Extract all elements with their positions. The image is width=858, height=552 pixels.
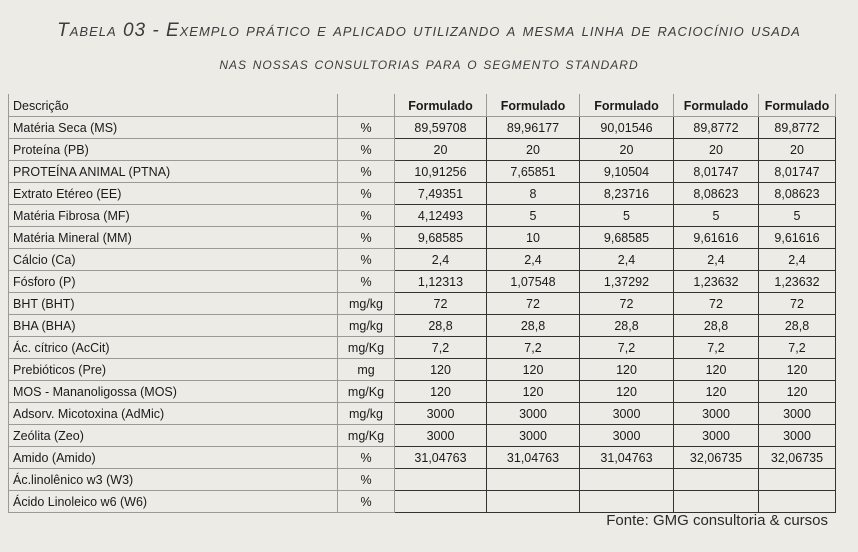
table-row — [9, 117, 836, 139]
value-cell: 20 — [487, 139, 580, 161]
value-cell: 90,01546 — [580, 117, 674, 139]
row-label: Prebióticos (Pre) — [9, 359, 338, 381]
row-label: BHT (BHT) — [9, 293, 338, 315]
value-cell: 20 — [674, 139, 759, 161]
value-cell: 9,68585 — [395, 227, 487, 249]
value-cell — [580, 491, 674, 513]
source-note: Fonte: GMG consultoria & cursos — [606, 512, 828, 529]
value-cell — [674, 491, 759, 513]
value-cell: 28,8 — [487, 315, 580, 337]
row-unit: % — [338, 447, 395, 469]
table-body — [9, 117, 836, 513]
row-label: Matéria Mineral (MM) — [9, 227, 338, 249]
value-cell: 2,4 — [487, 249, 580, 271]
value-cell: 28,8 — [395, 315, 487, 337]
value-cell: 1,23632 — [759, 271, 836, 293]
table-row — [9, 249, 836, 271]
table-row — [9, 161, 836, 183]
value-cell: 7,2 — [759, 337, 836, 359]
value-cell: 120 — [674, 381, 759, 403]
row-label: Matéria Seca (MS) — [9, 117, 338, 139]
value-cell: 8,08623 — [759, 183, 836, 205]
value-cell: 9,61616 — [759, 227, 836, 249]
row-label: Cálcio (Ca) — [9, 249, 338, 271]
row-label: BHA (BHA) — [9, 315, 338, 337]
value-cell: 2,4 — [395, 249, 487, 271]
value-cell — [759, 469, 836, 491]
value-cell: 3000 — [395, 425, 487, 447]
row-label: Adsorv. Micotoxina (AdMic) — [9, 403, 338, 425]
value-cell: 89,8772 — [674, 117, 759, 139]
header-formulado-5: Formulado — [759, 95, 836, 117]
value-cell: 2,4 — [674, 249, 759, 271]
table-row — [9, 183, 836, 205]
row-label: Ácido Linoleico w6 (W6) — [9, 491, 338, 513]
value-cell: 89,96177 — [487, 117, 580, 139]
value-cell: 72 — [395, 293, 487, 315]
table-row — [9, 315, 836, 337]
row-unit: % — [338, 271, 395, 293]
row-unit: % — [338, 227, 395, 249]
value-cell: 28,8 — [674, 315, 759, 337]
value-cell: 120 — [759, 359, 836, 381]
value-cell: 3000 — [759, 425, 836, 447]
row-unit: % — [338, 205, 395, 227]
row-unit: mg/Kg — [338, 425, 395, 447]
row-label: Matéria Fibrosa (MF) — [9, 205, 338, 227]
value-cell: 8,01747 — [674, 161, 759, 183]
table-row — [9, 403, 836, 425]
value-cell: 8 — [487, 183, 580, 205]
table-title-line-1: Tabela 03 - Exemplo prático e aplicado utilizando a mesma linha de raciocínio usada — [57, 20, 801, 41]
value-cell: 1,07548 — [487, 271, 580, 293]
row-unit: mg/kg — [338, 315, 395, 337]
row-unit: mg — [338, 359, 395, 381]
value-cell: 5 — [759, 205, 836, 227]
table-row — [9, 139, 836, 161]
value-cell: 8,23716 — [580, 183, 674, 205]
header-formulado-3: Formulado — [580, 95, 674, 117]
value-cell: 20 — [395, 139, 487, 161]
table-header-row — [9, 95, 836, 117]
table-row — [9, 293, 836, 315]
row-unit: % — [338, 117, 395, 139]
value-cell: 120 — [674, 359, 759, 381]
row-unit: mg/Kg — [338, 337, 395, 359]
value-cell: 120 — [580, 359, 674, 381]
row-unit: % — [338, 491, 395, 513]
table-row — [9, 425, 836, 447]
value-cell: 3000 — [759, 403, 836, 425]
table-row — [9, 337, 836, 359]
value-cell: 7,2 — [395, 337, 487, 359]
nutrition-table — [8, 94, 836, 513]
row-label: Proteína (PB) — [9, 139, 338, 161]
header-formulado-2: Formulado — [487, 95, 580, 117]
value-cell: 7,2 — [580, 337, 674, 359]
value-cell: 120 — [487, 381, 580, 403]
row-unit: mg/Kg — [338, 381, 395, 403]
value-cell: 31,04763 — [395, 447, 487, 469]
row-label: PROTEÍNA ANIMAL (PTNA) — [9, 161, 338, 183]
header-unit — [338, 95, 395, 117]
value-cell: 3000 — [580, 425, 674, 447]
value-cell: 1,12313 — [395, 271, 487, 293]
row-label: Zeólita (Zeo) — [9, 425, 338, 447]
row-label: Extrato Etéreo (EE) — [9, 183, 338, 205]
table-row — [9, 469, 836, 491]
value-cell: 7,65851 — [487, 161, 580, 183]
row-unit: % — [338, 469, 395, 491]
row-unit: % — [338, 183, 395, 205]
value-cell: 72 — [580, 293, 674, 315]
value-cell — [487, 491, 580, 513]
value-cell: 120 — [487, 359, 580, 381]
value-cell: 3000 — [487, 403, 580, 425]
value-cell: 32,06735 — [674, 447, 759, 469]
row-unit: % — [338, 161, 395, 183]
value-cell: 20 — [759, 139, 836, 161]
value-cell — [759, 491, 836, 513]
row-label: Ác. cítrico (AcCit) — [9, 337, 338, 359]
value-cell: 4,12493 — [395, 205, 487, 227]
value-cell: 120 — [580, 381, 674, 403]
value-cell: 72 — [487, 293, 580, 315]
row-label: Fósforo (P) — [9, 271, 338, 293]
value-cell: 120 — [395, 359, 487, 381]
value-cell — [395, 469, 487, 491]
value-cell: 89,8772 — [759, 117, 836, 139]
table-row — [9, 205, 836, 227]
value-cell: 10 — [487, 227, 580, 249]
table-row — [9, 491, 836, 513]
table-row — [9, 359, 836, 381]
value-cell: 1,37292 — [580, 271, 674, 293]
value-cell: 20 — [580, 139, 674, 161]
value-cell: 5 — [487, 205, 580, 227]
row-unit: % — [338, 139, 395, 161]
row-unit: mg/kg — [338, 293, 395, 315]
value-cell: 1,23632 — [674, 271, 759, 293]
value-cell: 2,4 — [580, 249, 674, 271]
value-cell — [580, 469, 674, 491]
value-cell: 120 — [395, 381, 487, 403]
table-row — [9, 381, 836, 403]
value-cell: 31,04763 — [487, 447, 580, 469]
table-row — [9, 447, 836, 469]
value-cell: 8,08623 — [674, 183, 759, 205]
value-cell: 2,4 — [759, 249, 836, 271]
value-cell — [674, 469, 759, 491]
value-cell: 9,61616 — [674, 227, 759, 249]
value-cell: 3000 — [674, 403, 759, 425]
header-description: Descrição — [9, 95, 338, 117]
value-cell: 31,04763 — [580, 447, 674, 469]
value-cell: 7,49351 — [395, 183, 487, 205]
table-row — [9, 227, 836, 249]
value-cell: 10,91256 — [395, 161, 487, 183]
header-formulado-1: Formulado — [395, 95, 487, 117]
value-cell — [487, 469, 580, 491]
value-cell: 9,10504 — [580, 161, 674, 183]
table-row — [9, 271, 836, 293]
value-cell: 8,01747 — [759, 161, 836, 183]
row-label: MOS - Mananoligossa (MOS) — [9, 381, 338, 403]
value-cell: 32,06735 — [759, 447, 836, 469]
row-unit: mg/kg — [338, 403, 395, 425]
header-formulado-4: Formulado — [674, 95, 759, 117]
value-cell: 3000 — [674, 425, 759, 447]
value-cell: 9,68585 — [580, 227, 674, 249]
value-cell: 3000 — [487, 425, 580, 447]
row-label: Amido (Amido) — [9, 447, 338, 469]
row-unit: % — [338, 249, 395, 271]
table-title-line-2: nas nossas consultorias para o segmento standard — [219, 54, 639, 73]
value-cell: 89,59708 — [395, 117, 487, 139]
value-cell: 120 — [759, 381, 836, 403]
row-label: Ác.linolênico w3 (W3) — [9, 469, 338, 491]
value-cell: 28,8 — [580, 315, 674, 337]
value-cell: 3000 — [395, 403, 487, 425]
value-cell: 5 — [674, 205, 759, 227]
value-cell: 7,2 — [487, 337, 580, 359]
value-cell: 5 — [580, 205, 674, 227]
value-cell: 72 — [759, 293, 836, 315]
value-cell: 72 — [674, 293, 759, 315]
value-cell — [395, 491, 487, 513]
value-cell: 3000 — [580, 403, 674, 425]
value-cell: 7,2 — [674, 337, 759, 359]
value-cell: 28,8 — [759, 315, 836, 337]
